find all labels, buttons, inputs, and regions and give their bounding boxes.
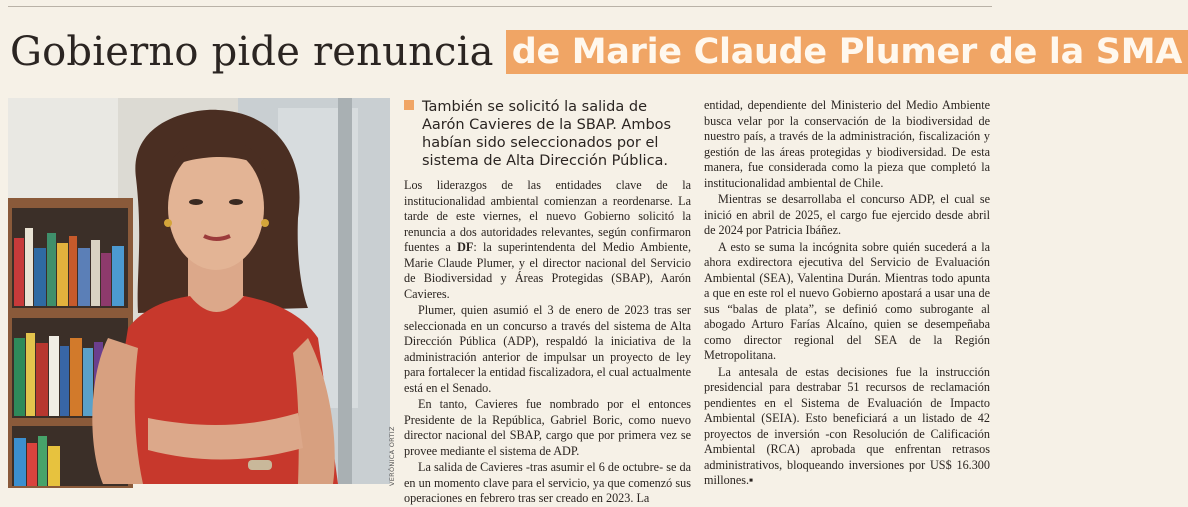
paragraph: La salida de Cavieres -tras asumir el 6 de octubre- se da en un momento clave para el servicio, ya que comenzó sus operaciones en febrero tras ser creado en 2023. La	[404, 460, 691, 505]
paragraph: En tanto, Cavieres fue nombrado por el entonces Presidente de la República, Gabriel Boric, como nuevo director nacional del SBAP, cargo que por primera vez se provee mediante el sistema de ADP.	[404, 397, 691, 458]
paragraph: Plumer, quien asumió el 3 de enero de 2023 tras ser seleccionada en un concurso a través del sistema de Alta Dirección Pública (ADP), respaldó la iniciativa de la administración anterior de impulsar un proyecto de ley para fortalecer la entidad fiscalizadora, el cual actualmente está en el Senado.	[404, 303, 691, 395]
paragraph: Mientras se desarrollaba el concurso ADP, el cual se inició en abril de 2025, el cargo fue ejercido desde abril de 2024 por Patricia Ibáñez.	[704, 192, 990, 237]
photo-credit-text: VERÓNICA ORTIZ	[388, 426, 396, 486]
paragraph: A esto se suma la incógnita sobre quién sucederá a la ahora exdirectora ejecutiva del Servicio de Evaluación Ambiental (SEA), Valentina Durán. Mientras todo apunta a que en este rol el nuevo Gobierno apostará a usar una de sus “balas de plata”, se definió como subrogante al abogado Arturo Farías Alcaíno, quien se desempeñaba como director regional del SEA de la Región Metropolitana.	[704, 239, 990, 362]
portrait-photo	[8, 98, 390, 484]
paragraph-text: : la superintendenta del Medio Ambiente, Marie Claude Plumer, y el director nacional del Servicio de Biodiversidad y Áreas Protegidas (SBAP), Aarón Cavieres.	[404, 240, 692, 301]
article-column-2	[704, 98, 990, 488]
top-rule	[8, 6, 992, 7]
headline-highlight: de Marie Claude Plumer de la SMA	[506, 30, 1188, 74]
paragraph-text: Los liderazgos de las entidades clave de la institucionalidad ambiental comienzan a reordenarse. La tarde de este viernes, el nuevo Gobierno solicitó la renuncia a dos autoridades relevantes, según confirmaron fuentes a	[404, 178, 691, 254]
headline-plain: Gobierno pide renuncia	[10, 29, 494, 75]
lead-text: También se solicitó la salida de Aarón Cavieres de la SBAP. Ambos habían sido seleccionados por el sistema de Alta Dirección Pública.	[422, 99, 672, 169]
headline	[10, 22, 1188, 82]
paragraph: entidad, dependiente del Ministerio del Medio Ambiente busca velar por la conservación de la biodiversidad de nuestro país, a través de la administración, fiscalización y gestión de las áreas protegidas y biodiversidad. De esta manera, fue considerada como la pieza que completó la institucionalidad ambiental de Chile.	[704, 98, 990, 190]
bullet-square-icon	[404, 100, 414, 110]
end-mark-icon: ▪	[749, 473, 754, 487]
lead-summary	[404, 98, 694, 170]
paragraph	[404, 178, 691, 302]
paragraph-text: La antesala de estas decisiones fue la instrucción presidencial para destrabar 51 recursos de reclamación pendientes en el Sistema de Evaluación de Impacto Ambiental (SEIA). Esto beneficiará a un listado de 42 proyectos de inversión -con Resolución de Calificación Ambiental (RCA) aprobada que enfrentan retrasos administrativos, bloqueando inversiones por US$ 16.300 millones.	[704, 364, 990, 487]
source-abbrev: DF	[457, 240, 474, 254]
paragraph	[704, 365, 990, 489]
photo-credit	[388, 426, 398, 486]
article-column-1	[404, 178, 692, 505]
